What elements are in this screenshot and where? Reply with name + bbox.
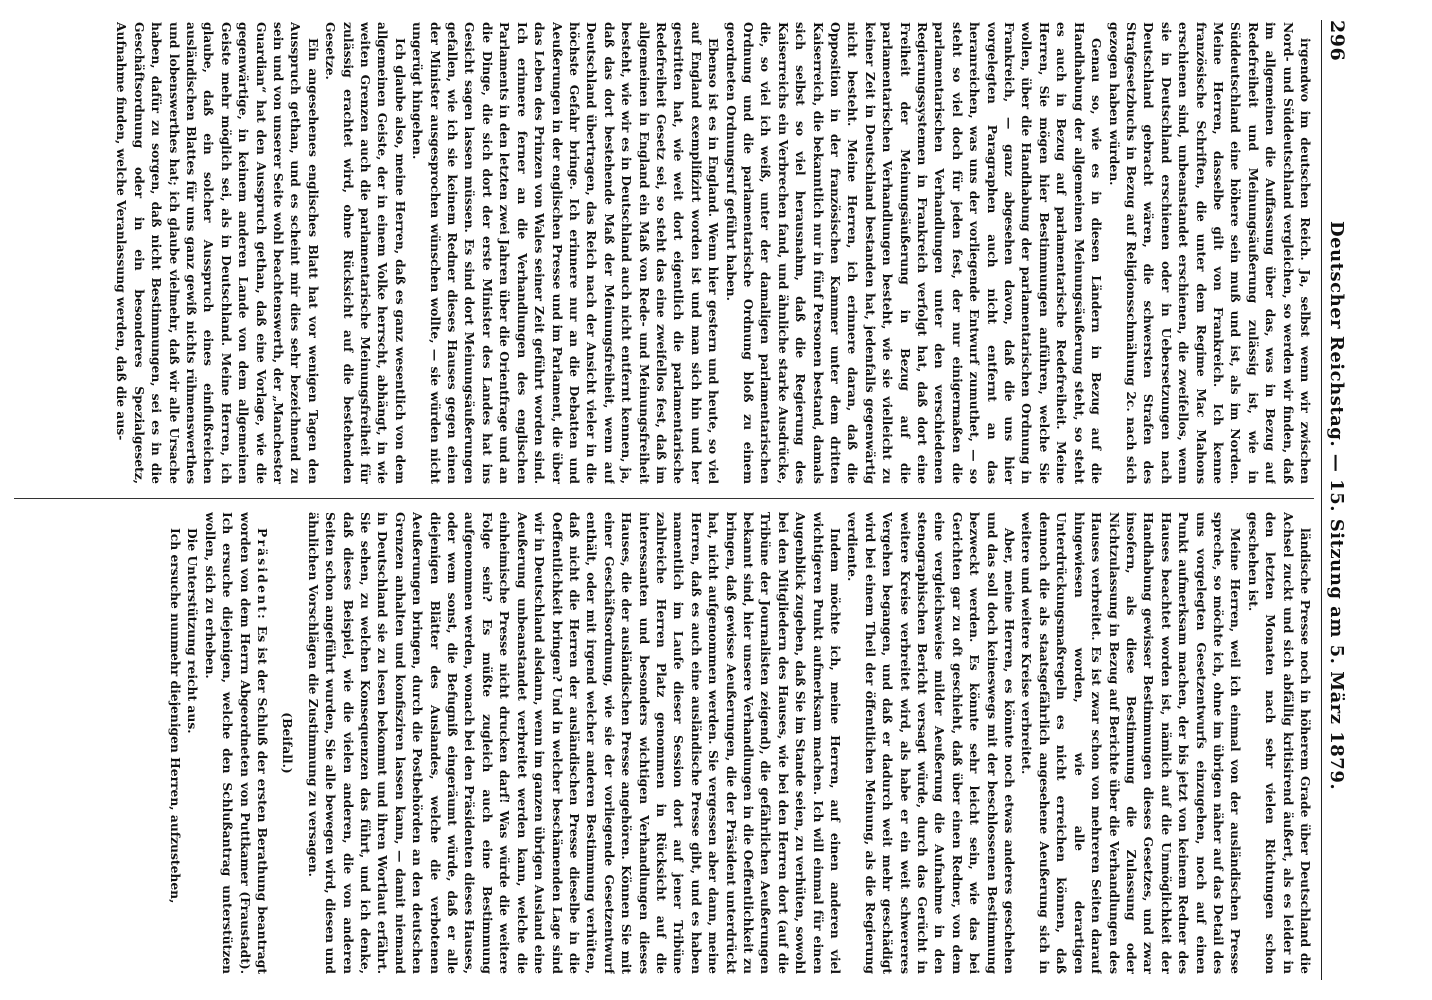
- paragraph: Ein angesehenes englisches Blatt hat vor wenigen Tagen den Ausspruch gethan, und es scheint mir dies sehr bezeichnend zu sein und von unserer Seite wohl beachtenswerth, der „Manchester Guardian“ hat den Ausspruch gethan, daß eine Vorlage, wie die gegenwärtige, in keinem anderen Lande von dem allgemeinen Geiste mehr möglich sei, als in Deutschland. Meine Herren, ich glaube, daß ein solcher Ausspruch eines einflußreichen ausländischen Blattes für uns ganz gewiß nichts rühmenswerthes und lobenswerthes hat; ich glaube vielmehr, daß wir alle Ursache haben, dafür zu sorgen, daß nicht Bestimmungen, sei es in die Geschäftsordnung oder in ein besonderes Spezialgesetz, Aufnahme finden, welche Veranlassung werden, daß die aus-: [114, 22, 321, 484]
- paragraph: Ich glaube also, meine Herren, daß es ganz wesentlich von dem allgemeinen Geiste, der in einem Volke herrscht, abhängt, in wie weiten Grenzen auch die parlamentarische Meinungsfreiheit für zulässig erachtet wird, ohne Rücksicht auf die bestehenden Gesetze.: [323, 22, 408, 484]
- paragraph: Genau so, wie es in diesen Ländern in Bezug auf die Handhabung der allgemeinen Meinungsäußerung steht, so steht es auch in Bezug auf parlamentarische Redefreiheit. Meine Herren, Sie mögen hier Bestimmungen anführen, welche Sie wollen, über die Handhabung der parlamentarischen Ordnung in Frankreich, — ganz abgesehen davon, daß die uns hier vorgelegten Paragraphen auch nicht entfernt an das heranreichen, was uns der vorliegende Entwurf zumuthet, — so steht so viel doch für jeden fest, der nur einigermaßen die parlamentarischen Verhandlungen unter den verschiedenen Regierungssystemen in Frankreich verfolgt hat, daß dort eine Freiheit der Meinungsäußerung in Bezug auf die parlamentarischen Verhandlungen besteht, wie sie vielleicht zu keiner Zeit in Deutschland bestanden hat, jedenfalls gegenwärtig nicht besteht. Meine Herren, ich erinnere daran, daß die Opposition in der französischen Kammer unter dem dritten Kaiserreich, die bekanntlich nur in fünf Personen bestand, damals sich selbst so viel herausnahm, daß die Regierung des Kaiserreichs ein Verbrechen fand, und ähnliche starke Ausdrücke, die, so viel ich weiß, unter der damaligen parlamentarischen Ordnung und die parlamentarische Ordnung bloß zu einem geordneten Ordnungsruf geführt haben.: [723, 22, 1105, 484]
- president-paragraph: [201, 512, 271, 974]
- paragraph: Meine Herren, weil ich einmal von der ausländischen Presse spreche, so möchte ich, ohne im übrigen näher auf das Detail des uns vorgelegten Gesetzentwurfs einzugehen, noch auf einen Punkt aufmerksam machen, der bis jetzt von keinem Redner des Hauses beachtet worden ist, nämlich auf die Unmöglichkeit der Handhabung gewisser Bestimmungen dieses Gesetzes, und zwar insofern, als diese Bestimmung die Zulassung oder Nichtzulassung in Bezug auf Berichte über die Verhandlungen des Hauses verbreitet. Es ist zwar schon von mehreren Seiten darauf hingewiesen worden, wie alle derartigen Unterdrückungsmaßregeln es nicht erreichen können, daß dennoch die als staatsgefährlich angesehene Aeußerung sich in weitere und weitere Kreise verbreitet.: [1019, 512, 1244, 974]
- page-number: 296: [1326, 20, 1348, 62]
- paragraph: Die Unterstützung reicht aus.: [185, 528, 201, 734]
- page-title: Deutscher Reichstag. — 15. Sitzung am 5. März 1879.: [1326, 221, 1348, 791]
- applause-note: (Beifall.): [280, 712, 296, 774]
- paragraph: Ebenso ist es in England. Wenn hier gestern und heute, so viel auf England exemplifizirt worden ist und man sich hin und her gestritten hat, wie weit dort eigentlich die parlamentarische Redefreiheit Gesetz sei, so steht das eine zweifellos fest, daß im allgemeinen in England ein Maß von Rede- und Meinungsfreiheit besteht, wie wir es in Deutschland auch nicht entfernt kennen, ja, daß das dort bestehende Maß der Meinungsfreiheit, wenn auf Deutschland übertragen, das Reich nach der Ansicht vieler in die höchste Gefahr bringe. Ich erinnere nur an die Debatten und Aeußerungen in der englischen Presse und im Parlament, die über das Leben des Prinzen von Wales seiner Zeit geführt worden sind. Ich erinnere ferner an die Verhandlungen des englischen Parlaments in den letzten zwei Jahren über die Orientfrage und an die Dinge, die sich dort der erste Minister des Landes hat ins Gesicht sagen lassen müssen. Es sind dort Meinungsäußerungen gefallen, wie ich sie keinem Redner dieses Hauses gegen einen der Minister ausgesprochen wünschen wollte, — sie würden nicht ungerügt hingehen.: [410, 22, 722, 484]
- header-rule: [1321, 20, 1322, 980]
- paragraph: Indem möchte ich, meine Herren, auf einen anderen viel wichtigeren Punkt aufmerksam machen. Ich will einmal für einen Augenblick zugeben, daß Sie im Stande seien, zu verhüten, sowohl bei den Mitgliedern des Hauses, wie bei den Herren dort (auf die Tribüne der Journalisten zeigend), die gefährlichen Aeußerungen bekannt sind, hier unsere Verhandlungen in die Oeffentlichkeit zu bringen, daß gewisse Aeußerungen, die der Präsident unterdrückt hat, nicht aufgenommen werden. Sie vergessen aber dann, meine Herren, daß es auch eine ausländische Presse gibt, und es haben namentlich im Laufe dieser Session dort auf jener Tribüne zahlreiche Herren Platz genommen in Rücksicht auf die interessanten und besonders wichtigen Verhandlungen dieses Hauses, die der ausländischen Presse angehören. Können Sie mit einer Geschäftsordnung, wie sie der vorliegende Gesetzentwurf enthält, oder mit irgend welcher anderen Bestimmung verhüten, daß nicht die Herren der ausländischen Presse dieselbe in die Oeffentlichkeit bringen? Und in welcher beschämenden Lage sind wir in Deutschland alsdann, wenn im ganzen übrigen Ausland eine Aeußerung unbeanstandet verbreitet werden kann, welche die einheimische Presse nicht drucken darf! Was würde die weitere Folge sein? Es müßte zugleich auch eine Bestimmung aufgenommen werden, wonach bei den Präsidenten dieses Hauses, oder wem sonst, die Befugniß eingeräumt würde, daß er alle diejenigen Blätter des Auslandes, welche die verbotenen Aeußerungen bringen, durch die Postbehörden an den deutschen Grenzen anhalten und konfisziren lassen kann, — damit niemand in Deutschland sie zu lesen bekommt und ihren Wortlaut erfährt. Sie sehen, zu welchen Konsequenzen das führt, und ich denke, daß dieses Beispiel, wie die vielen anderen, die von anderen Seiten schon angeführt wurden, Sie alle bewegen wird, diesen und ähnlichen Vorschlägen die Zustimmung zu versagen.: [305, 512, 844, 974]
- paragraph: irgendwo im deutschen Reich. Ja, selbst wenn wir zwischen Nord- und Süddeutschland vergleichen, so werden wir finden, daß im allgemeinen die Auffassung über das, was in Bezug auf Redefreiheit und Meinungsäußerung zulässig ist, wie in Süddeutschland eine höhere sein muß und ist, als im Norden. Meine Herren, dasselbe gilt von Frankreich. Ich kenne französische Schriften, die unter dem Regime Mac Mahons erschienen sind, unbeanstandet erschienen, die zweifellos, wenn sie in Deutschland erschienen oder in Uebersetzungen nach Deutschland gebracht wären, die schwersten Strafen des Strafgesetzbuchs in Bezug auf Religionsschmähung 2c. nach sich gezogen haben würden.: [1106, 22, 1313, 484]
- paragraph: ländische Presse noch in höherem Grade über Deutschland die Achsel zuckt und sich abfällig kritisirend äußert, als es leider in den letzten Monaten nach sehr vielen Richtungen schon geschehen ist.: [1245, 512, 1313, 974]
- right-column: [14, 512, 1314, 974]
- paragraph: Ich ersuche nunmehr diejenigen Herren, aufzustehen,: [168, 528, 183, 904]
- left-column: [14, 22, 1314, 484]
- page-header: [1324, 20, 1350, 980]
- speaker-name: Präsident:: [255, 528, 271, 621]
- paragraph: Aber, meine Herren, es könnte noch etwas anderes geschehen und das soll doch keineswegs mit der beschlossenen Bestimmung bezweckt werden. Es könnte sehr leicht sein, wie das bei Gerichten gar zu oft geschieht, daß über einen Redner, von dem eine vergleichsweise milder Aeußerung die Aufnahme in den stenographischen Bericht versagt würde, durch das Gerücht in weitere Kreise verbreitet wird, als habe er ein weit schwereres Vergehen begangen, und daß er dadurch weit mehr geschädigt wird bei einem Theil der öffentlichen Meinung, als die Regierung verdiente.: [845, 512, 1018, 974]
- column-separator: [14, 498, 1314, 499]
- speech-text: Es ist der Schluß der ersten Berathung beantragt worden von dem Herrn Abgeordneten von Puttkamer (Fraustadt). Ich ersuche diejenigen, welche den Schlußantrag unterstützen wollen, sich zu erheben.: [202, 512, 271, 974]
